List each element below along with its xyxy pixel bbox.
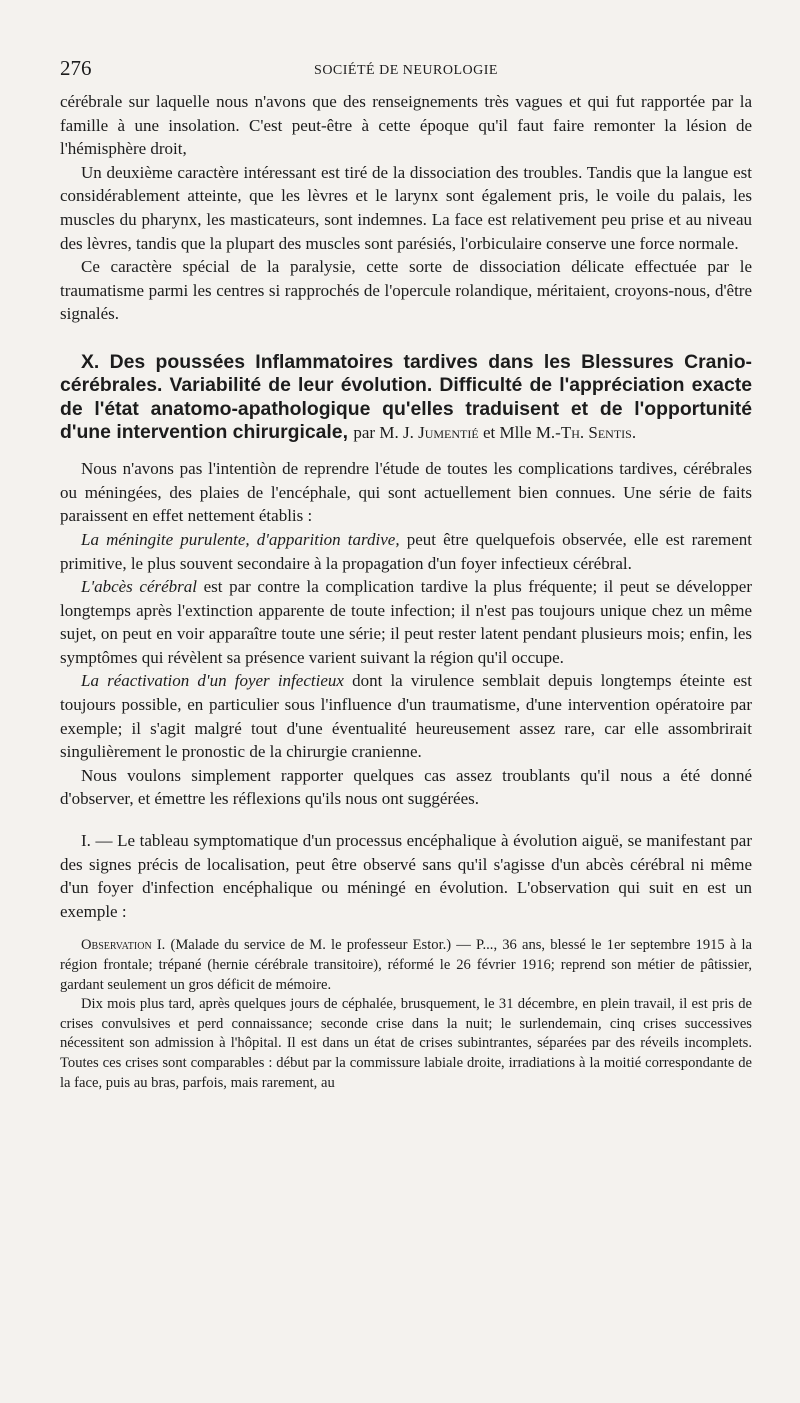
author-sentis: Th. Sentis bbox=[560, 422, 632, 442]
term-abces: L'abcès cérébral bbox=[81, 577, 197, 597]
term-reactivation: La réactivation d'un foyer infectieux bbox=[81, 671, 344, 691]
paragraph-abces bbox=[60, 575, 752, 669]
running-head: SOCIÉTÉ DE NEUROLOGIE bbox=[314, 63, 498, 78]
paragraph-conclusion: Ce caractère spécial de la paralysie, cette sorte de dissociation délicate effectuée par le traumatisme parmi les centres si rapprochés de l'opercule rolandique, méritaient, croyons-nous, d'être signalés. bbox=[60, 257, 752, 324]
observation-paragraph-2: Dix mois plus tard, après quelques jours de céphalée, brusquement, le 31 décembre, en plein travail, il est pris de crises convulsives et perd connaissance; seconde crise dans la nuit; le surlendemain, cinq crises successives nécessitent son admission à l'hôpital. Il est dans un état de crises subintrantes, séparées par des réveils incomplets. Toutes ces crises sont comparables : début par la commissure labiale droite, irradiations à la moitié correspondante de la face, puis au bras, parfois, mais rarement, au bbox=[60, 996, 752, 1091]
paragraph-reactivation bbox=[60, 669, 752, 763]
authors-end: . bbox=[631, 422, 637, 442]
paragraph-dissociation: Un deuxième caractère intéressant est tiré de la dissociation des troubles. Tandis que la langue est considérablement atteinte, que les lèvres et le larynx sont également pris, le voile du palais, les muscles du pharynx, les masticateurs, sont indemnes. La face est relativement peu prise et au niveau des lèvres, tandis que la plupart des muscles sont parésiés, l'orbiculaire conserve une force normale. bbox=[60, 162, 752, 253]
paragraph-intro: Nous n'avons pas l'intentiòn de reprendre l'étude de toutes les complications tardives, cérébrales ou méningées, des plaies de l'encéphale, qui sont actuellement bien connues. Une série de faits paraissent en effet nettement établis : bbox=[60, 459, 752, 526]
observation-paragraph-1 bbox=[60, 936, 752, 995]
section-heading bbox=[60, 351, 752, 444]
paragraph-purpose: Nous voulons simplement rapporter quelques cas assez troublants qu'il nous a été donné d'observer, et émettre les réflexions qu'ils nous ont suggérées. bbox=[60, 765, 752, 809]
authors-mid: et Mlle M.- bbox=[482, 422, 561, 442]
observation-block bbox=[60, 936, 752, 1093]
paragraph-case-one: I. — Le tableau symptomatique d'un processus encéphalique à évolution aiguë, se manifestant par des signes précis de localisation, peut être observé sans qu'il s'agisse d'un abcès cérébral ni même d'un foyer d'infection encéphalique ou méningé en évolution. L'observation qui suit en est un exemple : bbox=[60, 831, 752, 921]
term-meningite: La méningite purulente, d'apparition tardive, bbox=[81, 529, 400, 549]
author-jumentie: Jumentié bbox=[418, 422, 479, 442]
paragraph-reactivation-text: dont la virulence semblait depuis longtemps éteinte est toujours possible, en particulier sous l'influence d'un traumatisme, d'une intervention opératoire par exemple; il s'agit malgré tout d'une éventualité heureusement assez rare, car elle assombrirait singulièrement le pronostic de la chirurgie cranienne. bbox=[60, 671, 752, 762]
observation-text-1: I. (Malade du service de M. le professeur Estor.) — P..., 36 ans, blessé le 1er septembre 1915 à la région frontale; trépané (hernie cérébrale transitoire), réformé le 26 février 1916; reprend son métier de pâtissier, gardant seulement un gros déficit de mémoire. bbox=[60, 937, 752, 993]
paragraph-meningite bbox=[60, 528, 752, 575]
section-authors bbox=[353, 423, 636, 442]
paragraph-abces-text: est par contre la complication tardive la plus fréquente; il peut se développer longtemps après l'extinction apparente de toute infection; il n'est pas toujours unique chez un même sujet, on peut en voir apparaître toute une série; il peut rester latent pendant plusieurs mois; enfin, les symptômes qui révèlent sa présence varient suivant la région qu'il occupe. bbox=[60, 577, 752, 667]
paragraph-continuation: cérébrale sur laquelle nous n'avons que des renseignements très vagues et qui fut rapportée par la famille à une insolation. C'est peut-être à cette époque qu'il faut faire remonter la lésion de l'hémisphère droit, bbox=[60, 92, 752, 159]
page-header bbox=[60, 52, 752, 82]
observation-label: Observation bbox=[81, 937, 152, 954]
section-title: X. Des poussées Inflammatoires tardives dans les Blessures Cranio-cérébrales. Variabilité de leur évolution. Difficulté de l'appréciation exacte de l'état anatomo-apathologique qu'elles traduisent et de l'opportunité d'une intervention chirurgicale, bbox=[60, 350, 752, 443]
paragraph-meningite-text: peut être quelquefois observée, elle est rarement primitive, le plus souvent secondaire à la propagation d'un foyer infectieux cérébral. bbox=[60, 529, 753, 573]
page-number: 276 bbox=[60, 56, 92, 80]
authors-prefix: par M. J. bbox=[353, 422, 414, 442]
